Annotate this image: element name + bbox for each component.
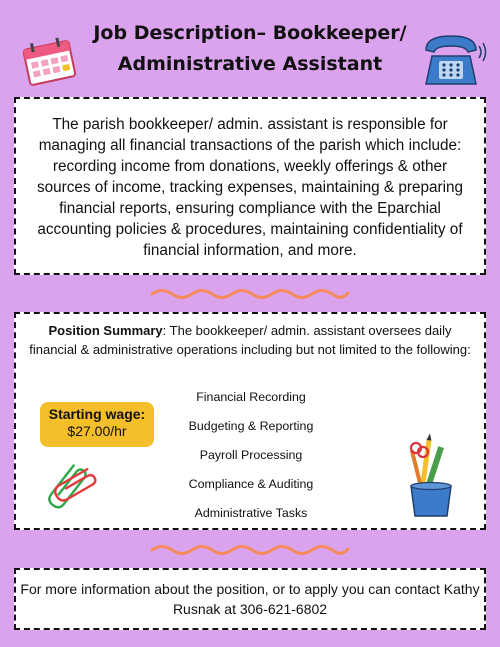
pencil-cup-icon <box>401 432 459 518</box>
title-line-1: Job Description– Bookkeeper/ <box>93 22 407 44</box>
wave-divider-icon <box>150 543 350 557</box>
description-box <box>14 97 486 275</box>
contact-text: For more information about the position, or to apply you can contact Kathy Rusnak at 306-621-6802 <box>20 581 480 617</box>
duty-item: Payroll Processing <box>199 448 303 462</box>
wage-label: Starting wage: <box>48 406 146 422</box>
wage-badge <box>40 402 154 447</box>
page-title <box>70 18 430 80</box>
summary-label: Position Summary <box>48 323 163 338</box>
title-line-2: Administrative Assistant <box>117 53 383 75</box>
position-summary-box <box>14 312 486 530</box>
wage-amount: $27.00/hr <box>67 423 127 439</box>
contact-box <box>14 568 486 630</box>
paper-clips-icon <box>38 459 108 515</box>
duty-item: Administrative Tasks <box>194 506 308 520</box>
summary-text: : The bookkeeper/ admin. assistant oversees daily financial & administrative operations including but not limited to the following: <box>29 323 471 357</box>
wave-divider-icon <box>150 287 350 301</box>
duty-item: Compliance & Auditing <box>188 477 314 491</box>
duty-item: Financial Recording <box>196 390 306 404</box>
position-summary <box>24 322 476 359</box>
description-text: The parish bookkeeper/ admin. assistant is responsible for managing all financial transactions of the parish which include: recording income from donations, weekly offerings & other sources of income, tracking expenses, maintaining & preparing financial reports, ensuring compliance with the Eparchial accounting policies & procedures, maintaining confidentiality of financial information, and more. <box>37 116 463 259</box>
duty-item: Budgeting & Reporting <box>188 419 314 433</box>
